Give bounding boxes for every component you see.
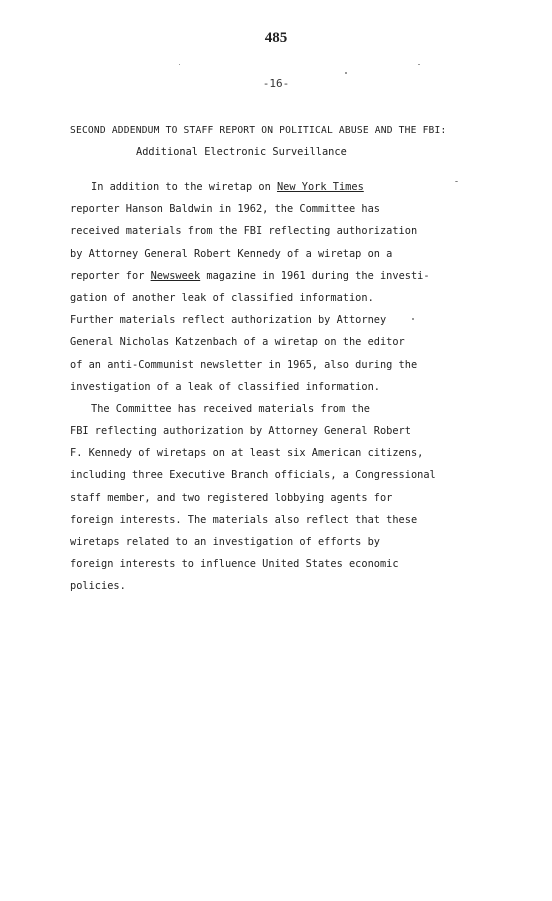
text-line: F. Kennedy of wiretaps on at least six American citizens,	[70, 447, 424, 460]
scan-speck	[179, 64, 180, 65]
text-line: General Nicholas Katzenbach of a wiretap on the editor	[70, 336, 405, 349]
text-line: wiretaps related to an investigation of efforts by	[70, 536, 380, 548]
scan-speck	[455, 181, 458, 182]
scan-speck	[412, 318, 414, 320]
text-line: Further materials reflect authorization by Attorney	[70, 314, 387, 327]
text-line: of an anti-Communist newsletter in 1965, also during the	[70, 358, 418, 371]
text-line: staff member, and two registered lobbying agents for	[70, 491, 393, 504]
publication-name-newsweek: Newsweek	[150, 269, 201, 282]
text-line: policies.	[70, 580, 126, 593]
text-line: foreign interests. The materials also reflect that these	[70, 513, 418, 526]
page-number: 485	[264, 30, 288, 46]
scan-speck	[418, 64, 420, 65]
report-body	[70, 176, 470, 598]
text-line: including three Executive Branch officials, a Congressional	[70, 469, 436, 482]
text-line: The Committee has received materials from the	[91, 402, 370, 415]
text-line: received materials from the FBI reflecting authorization	[70, 225, 418, 238]
scan-speck	[345, 72, 347, 74]
text-line: gation of another leak of classified information.	[70, 291, 374, 304]
text-line	[70, 176, 470, 198]
report-subtitle: Additional Electronic Surveillance	[136, 146, 347, 158]
sub-page-number: -16-	[262, 77, 290, 90]
text-span: In addition to the wiretap on	[91, 181, 277, 193]
text-line	[70, 265, 470, 287]
report-title: SECOND ADDENDUM TO STAFF REPORT ON POLITICAL ABUSE AND THE FBI:	[70, 125, 447, 136]
text-span: reporter for	[70, 269, 151, 282]
text-line: investigation of a leak of classified information.	[70, 380, 380, 393]
text-line: by Attorney General Robert Kennedy of a wiretap on a	[70, 247, 393, 260]
publication-name-new-york-times: New York Times	[276, 181, 364, 193]
text-line: FBI reflecting authorization by Attorney General Robert	[70, 425, 411, 438]
text-span: magazine in 1961 during the investi-	[200, 269, 430, 282]
text-line: foreign interests to influence United States economic	[70, 558, 399, 571]
text-line: reporter Hanson Baldwin in 1962, the Committee has	[70, 203, 380, 216]
